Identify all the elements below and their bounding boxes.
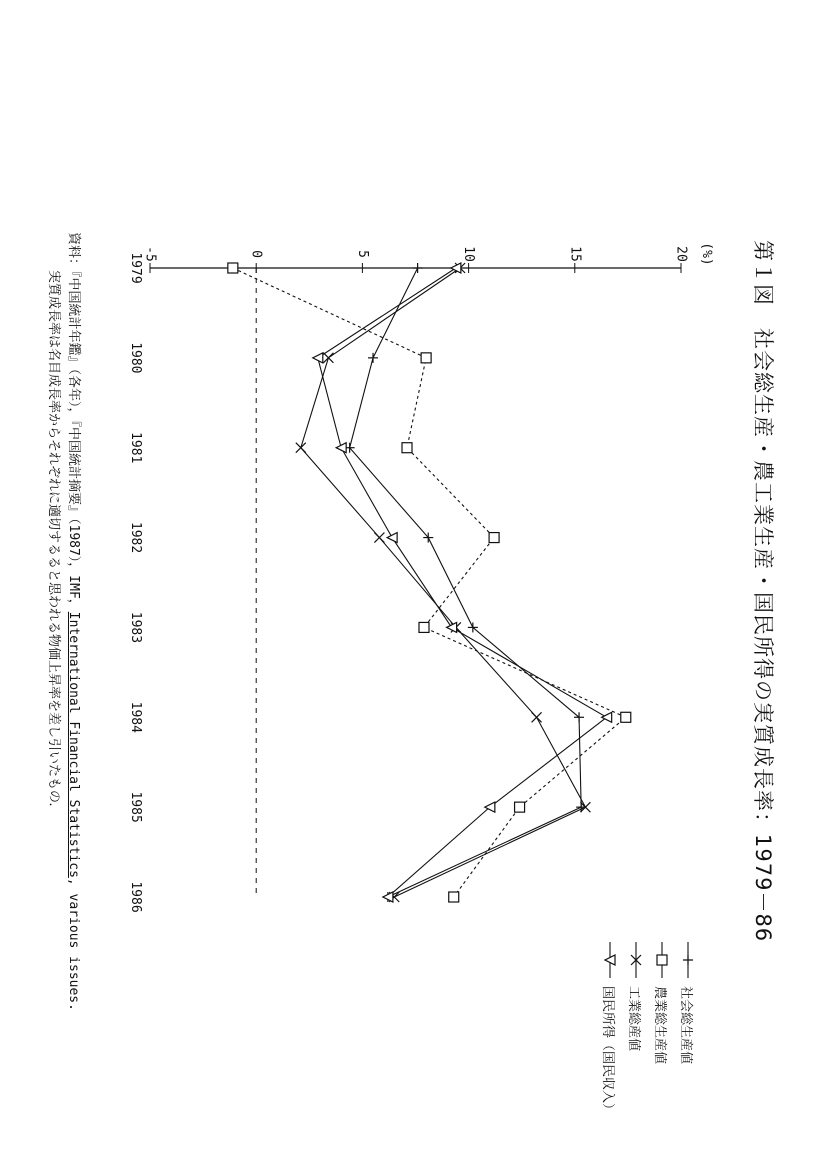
chart-title: 第１図 社会総生産・農工業生産・国民所得の実質成長率：1979－86 [751, 240, 775, 943]
legend-item [625, 940, 647, 1051]
source-suffix: , various issues. [66, 877, 81, 1011]
data-point [368, 353, 378, 363]
legend-swatch [681, 940, 695, 980]
marker-shape [657, 955, 667, 965]
x-tick-label: 1986 [128, 881, 143, 913]
growth-rate-note: 実質成長率は名目成長率からそれぞれに適切するると思われる物価上昇率を差し引いたもの． [46, 270, 61, 816]
source-publication: International Financial Statistics [66, 611, 81, 878]
legend-swatch [629, 940, 643, 980]
x-tick-label: 1981 [128, 432, 143, 464]
legend-item [599, 940, 621, 1116]
legend-swatch-marker [683, 955, 693, 965]
y-tick-label: -5 [142, 246, 158, 262]
series-line [301, 268, 586, 897]
marker-shape [419, 622, 429, 632]
legend-swatch [603, 940, 617, 980]
marker-shape [313, 353, 323, 363]
data-point [449, 892, 459, 902]
y-tick-label: 5 [354, 250, 370, 258]
marker-shape [449, 892, 459, 902]
marker-shape [421, 353, 431, 363]
legend-label: 農業総生産値 [652, 986, 668, 1065]
y-tick-label: 15 [567, 246, 583, 262]
data-point [228, 263, 238, 273]
chart-legend [579, 940, 699, 1120]
y-tick-label: 10 [461, 246, 477, 262]
legend-label: 社会総生産値 [678, 986, 694, 1065]
data-point [421, 353, 431, 363]
y-tick-label: 0 [248, 250, 264, 258]
marker-shape [228, 263, 238, 273]
data-point [296, 443, 306, 453]
legend-swatch [655, 940, 669, 980]
marker-shape [602, 712, 612, 722]
marker-shape [336, 443, 346, 453]
y-axis-unit-label: (%) [699, 242, 714, 266]
series-line [350, 268, 582, 897]
x-tick-label: 1983 [128, 611, 143, 644]
legend-label: 国民所得（国民収入） [600, 986, 616, 1117]
data-point [413, 263, 423, 273]
data-point [323, 353, 333, 363]
source-prefix: 資料：『中国統計年鑑』（各年），『中国統計摘要』（1987），IMF， [66, 232, 81, 612]
y-tick-label: 20 [673, 246, 689, 262]
data-point [419, 622, 429, 632]
data-point [402, 443, 412, 453]
data-point [602, 712, 612, 722]
data-point [532, 712, 542, 722]
marker-shape [489, 533, 499, 543]
data-point [489, 533, 499, 543]
marker-shape [515, 802, 525, 812]
legend-swatch-marker [657, 955, 667, 965]
x-tick-label: 1985 [128, 791, 143, 823]
x-tick-label: 1982 [128, 521, 143, 554]
marker-shape [387, 533, 397, 543]
data-point [621, 712, 631, 722]
data-point [374, 533, 384, 543]
legend-item [677, 940, 699, 1064]
legend-label: 工業総産値 [626, 986, 642, 1052]
source-note [66, 232, 85, 1011]
data-point [313, 353, 323, 363]
marker-shape [402, 443, 412, 453]
data-point [515, 802, 525, 812]
x-tick-label: 1979 [128, 252, 143, 284]
data-point [387, 533, 397, 543]
data-point [336, 443, 346, 453]
marker-shape [621, 712, 631, 722]
series-line [318, 268, 607, 897]
x-tick-label: 1984 [128, 701, 143, 733]
x-tick-label: 1980 [128, 342, 143, 374]
legend-item [651, 940, 673, 1064]
